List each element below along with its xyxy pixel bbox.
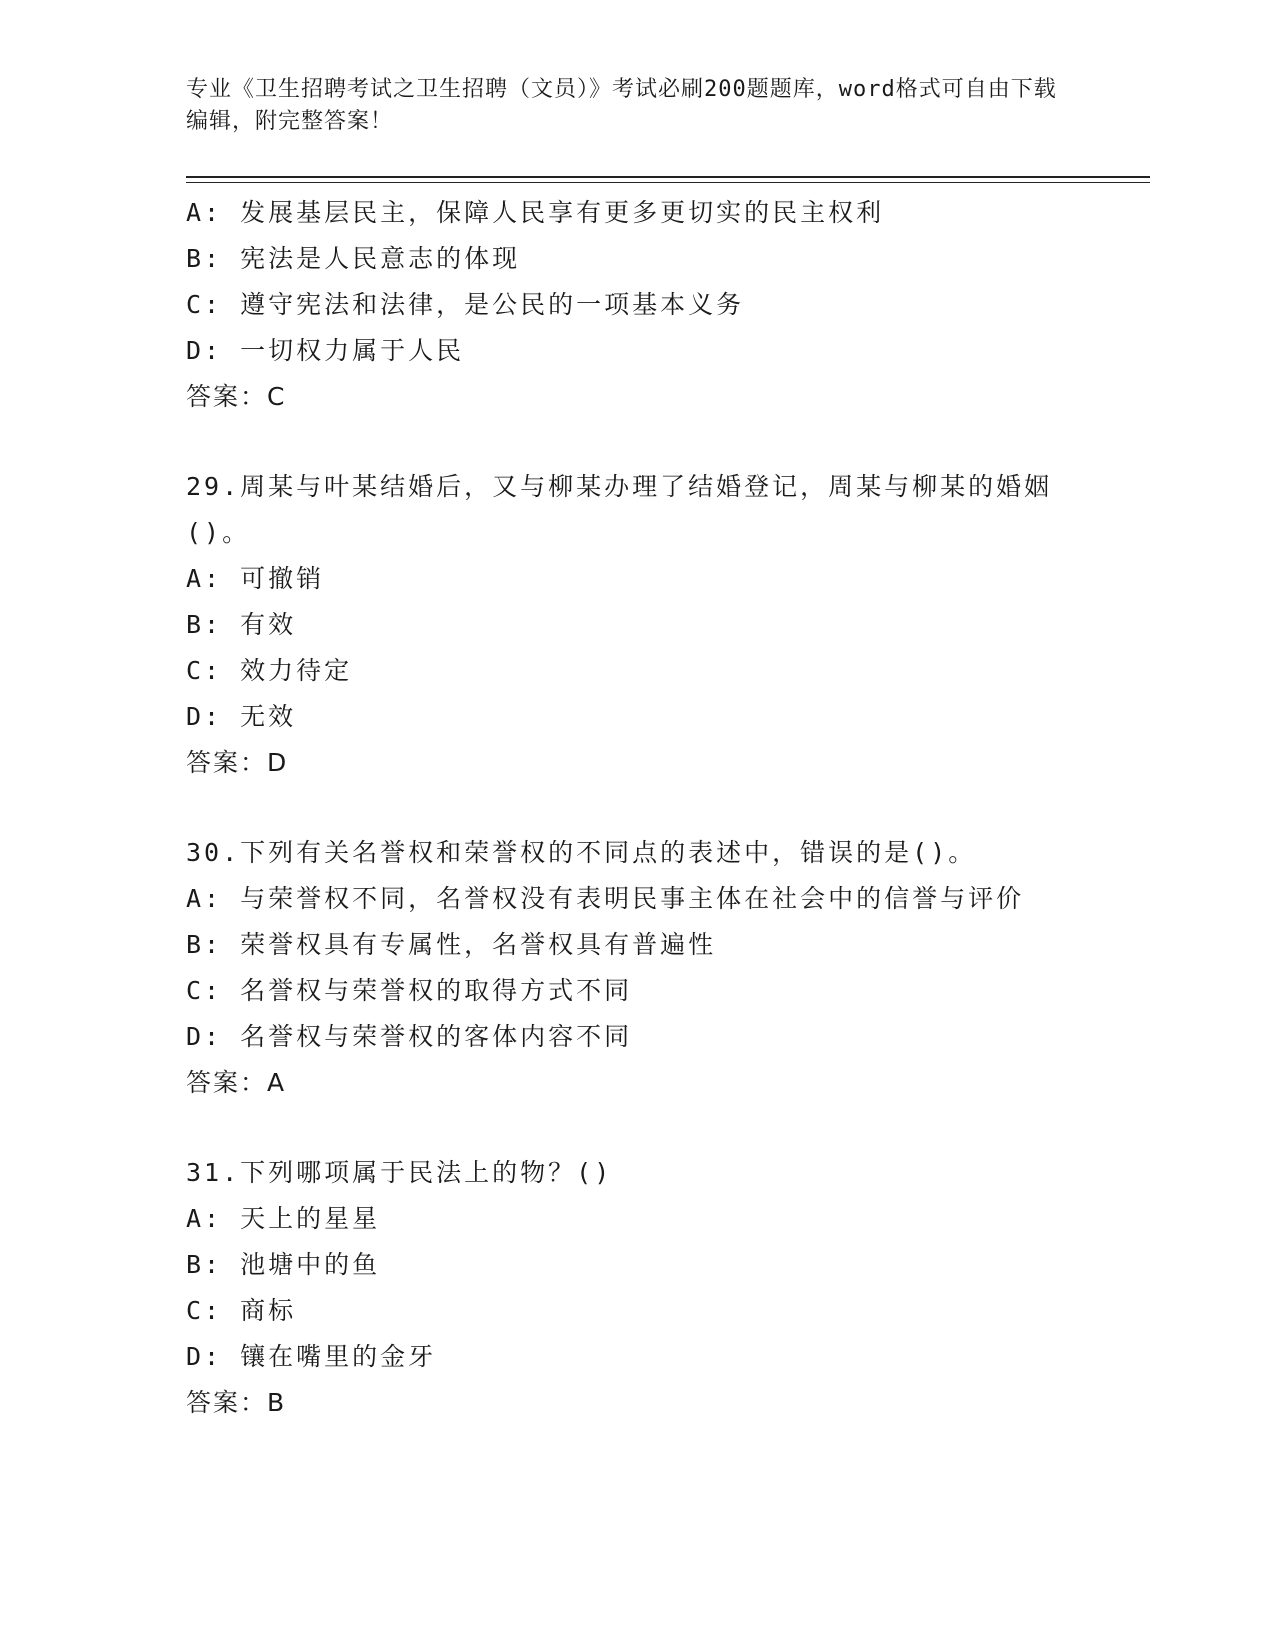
- question-28: [186, 190, 1086, 420]
- question-30: [186, 830, 1086, 1106]
- option-a: A: 发展基层民主，保障人民享有更多更切实的民主权利: [186, 198, 885, 227]
- option-c: C: 遵守宪法和法律，是公民的一项基本义务: [186, 290, 745, 319]
- option-a: A: 可撤销: [186, 564, 325, 593]
- option-c: C: 效力待定: [186, 656, 353, 685]
- option-b: B: 有效: [186, 610, 297, 639]
- answer-line: 答案：D: [186, 748, 289, 777]
- question-29: [186, 464, 1086, 786]
- option-d: D: 镶在嘴里的金牙: [186, 1342, 437, 1371]
- option-a: A: 天上的星星: [186, 1204, 381, 1233]
- option-b: B: 荣誉权具有专属性，名誉权具有普遍性: [186, 930, 717, 959]
- option-c: C: 名誉权与荣誉权的取得方式不同: [186, 976, 633, 1005]
- question-31: [186, 1150, 1086, 1426]
- header-divider-thick: [186, 176, 1150, 178]
- option-b: B: 池塘中的鱼: [186, 1250, 381, 1279]
- question-stem: 31.下列哪项属于民法上的物？(): [186, 1158, 613, 1187]
- question-stem: 29.周某与叶某结婚后，又与柳某办理了结婚登记，周某与柳某的婚姻()。: [186, 472, 1053, 547]
- question-list: [186, 190, 1086, 1426]
- header-divider-thin: [186, 182, 1150, 183]
- answer-line: 答案：B: [186, 1388, 287, 1417]
- option-b: B: 宪法是人民意志的体现: [186, 244, 521, 273]
- answer-line: 答案：C: [186, 382, 287, 411]
- option-d: D: 一切权力属于人民: [186, 336, 465, 365]
- option-d: D: 无效: [186, 702, 297, 731]
- question-stem: 30.下列有关名誉权和荣誉权的不同点的表述中，错误的是()。: [186, 838, 977, 867]
- document-intro: 专业《卫生招聘考试之卫生招聘（文员）》考试必刷200题题库，word格式可自由下载编辑，附完整答案！: [186, 77, 1057, 134]
- option-a: A: 与荣誉权不同，名誉权没有表明民事主体在社会中的信誉与评价: [186, 884, 1025, 913]
- answer-line: 答案：A: [186, 1068, 287, 1097]
- option-c: C: 商标: [186, 1296, 297, 1325]
- option-d: D: 名誉权与荣誉权的客体内容不同: [186, 1022, 633, 1051]
